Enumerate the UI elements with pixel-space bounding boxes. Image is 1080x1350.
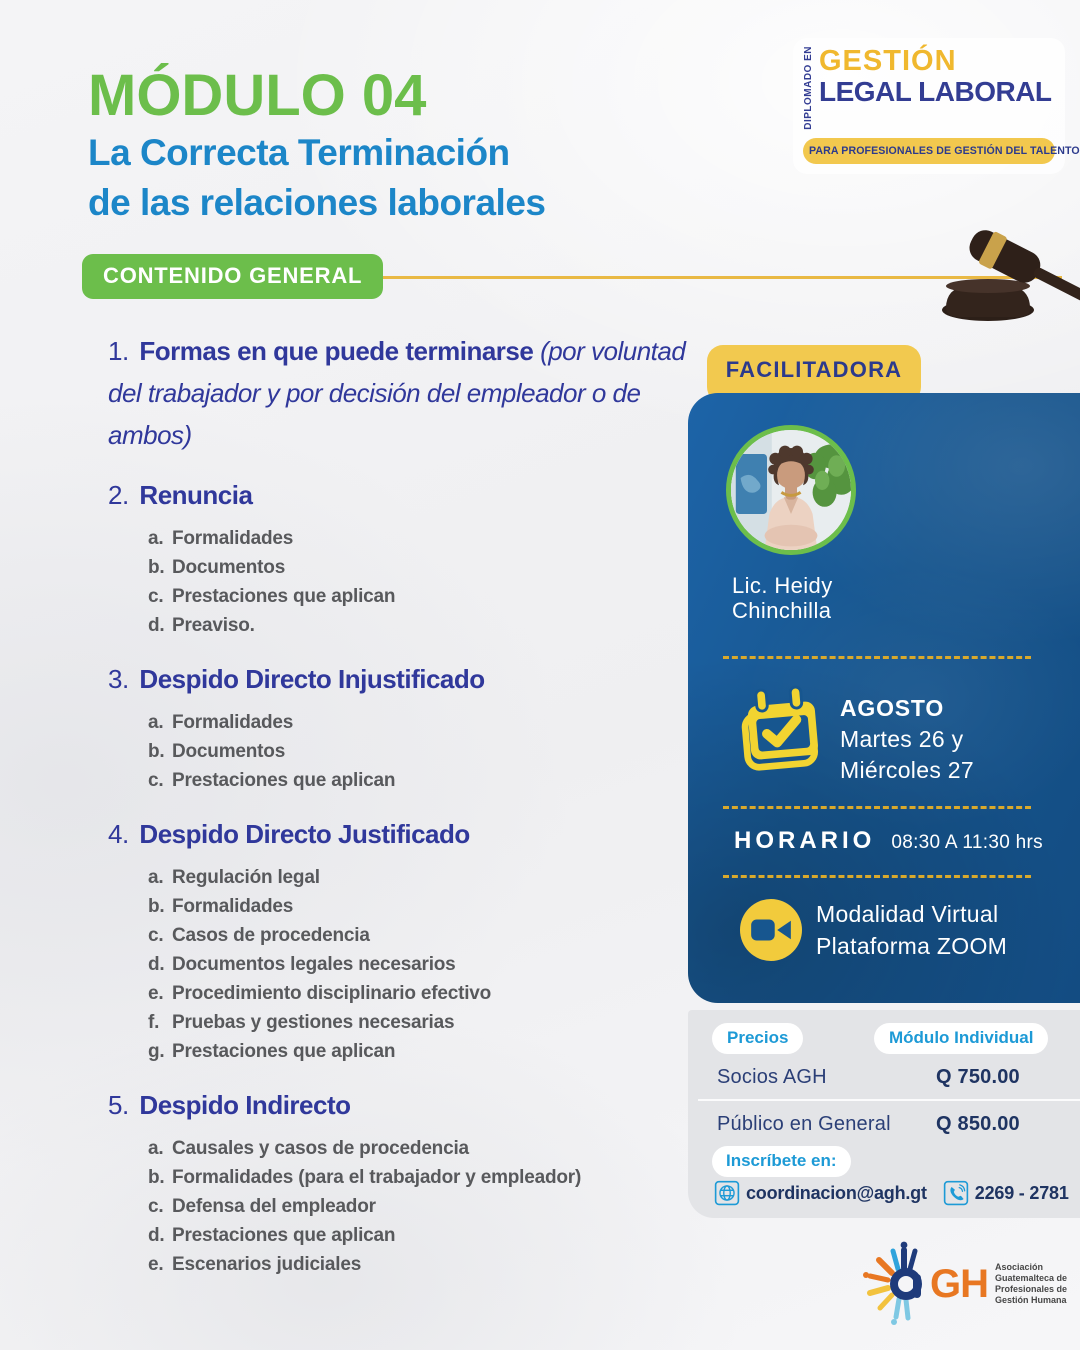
- item-text: Regulación legal: [172, 867, 320, 888]
- module-label: MÓDULO 04: [88, 63, 427, 128]
- brand-legal-laboral: LEGAL LABORAL: [819, 75, 1052, 107]
- section-number: 2.: [108, 480, 129, 510]
- facilitator-photo: [726, 425, 856, 555]
- contact-phone: 2269 - 2781: [974, 1182, 1069, 1203]
- schedule-month: AGOSTO: [840, 695, 945, 721]
- horario-label: HORARIO: [734, 827, 876, 854]
- item-letter: c.: [148, 586, 164, 607]
- content-outline: [108, 330, 708, 1297]
- list-item: [148, 1250, 708, 1279]
- gavel-icon: [926, 218, 1080, 322]
- item-letter: a.: [148, 712, 164, 733]
- facilitator-name: [732, 573, 833, 623]
- phone-icon: [943, 1180, 969, 1206]
- list-item: [148, 708, 708, 737]
- section-heading: [108, 330, 708, 456]
- section-number: 5.: [108, 1090, 129, 1120]
- item-letter: c.: [148, 925, 164, 946]
- section-heading: [108, 658, 708, 700]
- item-letter: a.: [148, 528, 164, 549]
- list-item: [148, 863, 708, 892]
- list-item: [148, 1192, 708, 1221]
- schedule-time: [734, 827, 1043, 855]
- item-text: Prestaciones que aplican: [172, 1225, 396, 1246]
- list-item: [148, 524, 708, 553]
- inscribete-badge: Inscríbete en:: [712, 1146, 851, 1177]
- modality-line2: Plataforma ZOOM: [816, 933, 1008, 959]
- price-row-label: Socios AGH: [717, 1066, 827, 1088]
- modulo-individual-badge: Módulo Individual: [874, 1023, 1048, 1054]
- section-items: [148, 708, 708, 795]
- section-title: Despido Directo Justificado: [139, 819, 470, 849]
- contact-row: [714, 1180, 1069, 1206]
- content-section: [108, 330, 708, 456]
- brand-gestion: GESTIÓN: [819, 45, 957, 77]
- pricing-panel: [688, 1010, 1080, 1218]
- section-items: [148, 863, 708, 1066]
- list-item: [148, 1221, 708, 1250]
- schedule-days-line1: Martes 26 y: [840, 726, 964, 752]
- price-row-value: Q 850.00: [936, 1113, 1020, 1135]
- agh-org-line: Guatemalteca de: [995, 1273, 1068, 1283]
- item-text: Prestaciones que aplican: [172, 770, 396, 791]
- poster-title-line2: de las relaciones laborales: [88, 182, 546, 223]
- modality-text: [816, 898, 1007, 962]
- list-item: [148, 950, 708, 979]
- list-item: [148, 1008, 708, 1037]
- item-text: Formalidades: [172, 712, 294, 733]
- globe-icon: [714, 1180, 740, 1206]
- section-items: [148, 1134, 708, 1279]
- content-section: [108, 813, 708, 1066]
- contenido-general-badge: CONTENIDO GENERAL: [82, 254, 383, 299]
- section-heading: [108, 813, 708, 855]
- item-letter: d.: [148, 1225, 165, 1246]
- agh-org-line: Profesionales de: [995, 1284, 1068, 1294]
- agh-logo: [858, 1238, 1067, 1330]
- item-text: Escenarios judiciales: [172, 1254, 362, 1275]
- price-divider: [698, 1099, 1080, 1101]
- price-row-value: Q 750.00: [936, 1066, 1020, 1088]
- list-item: [148, 582, 708, 611]
- item-text: Documentos: [172, 557, 286, 578]
- list-item: [148, 1163, 708, 1192]
- section-title: Formas en que puede terminarse: [139, 336, 534, 366]
- section-heading: [108, 474, 708, 516]
- contact-email: coordinacion@agh.gt: [746, 1182, 927, 1203]
- list-item: [148, 892, 708, 921]
- list-item: [148, 1134, 708, 1163]
- item-text: Prestaciones que aplican: [172, 1041, 396, 1062]
- dashed-divider: [723, 806, 1031, 809]
- facilitator-card: [688, 393, 1080, 1003]
- price-row-label: Público en General: [717, 1113, 891, 1135]
- agh-letters: GH: [930, 1261, 988, 1306]
- item-letter: a.: [148, 1138, 164, 1159]
- item-letter: d.: [148, 954, 165, 975]
- item-letter: c.: [148, 770, 164, 791]
- dashed-divider: [723, 656, 1031, 659]
- modality-line1: Modalidad Virtual: [816, 901, 999, 927]
- content-section: [108, 1084, 708, 1279]
- item-text: Documentos legales necesarios: [172, 954, 456, 975]
- brand-diplomado-label: DIPLOMADO EN: [803, 46, 814, 130]
- item-text: Procedimiento disciplinario efectivo: [172, 983, 492, 1004]
- list-item: [148, 921, 708, 950]
- calendar-icon: [730, 681, 826, 777]
- brand-card: [793, 38, 1080, 174]
- item-letter: b.: [148, 1167, 165, 1188]
- item-letter: b.: [148, 896, 165, 917]
- brand-tagline-badge: PARA PROFESIONALES DE GESTIÓN DEL TALENTO: [803, 138, 1055, 164]
- section-heading: [108, 1084, 708, 1126]
- item-text: Prestaciones que aplican: [172, 586, 396, 607]
- list-item: [148, 766, 708, 795]
- item-text: Causales y casos de procedencia: [172, 1138, 469, 1159]
- item-text: Pruebas y gestiones necesarias: [172, 1012, 455, 1033]
- section-number: 1.: [108, 336, 129, 366]
- content-section: [108, 474, 708, 640]
- list-item: [148, 611, 708, 640]
- section-title: Despido Directo Injustificado: [139, 664, 485, 694]
- item-letter: f.: [148, 1012, 160, 1033]
- item-letter: b.: [148, 741, 165, 762]
- item-text: Defensa del empleador: [172, 1196, 376, 1217]
- item-text: Casos de procedencia: [172, 925, 370, 946]
- dashed-divider: [723, 875, 1031, 878]
- item-letter: e.: [148, 1254, 164, 1275]
- item-text: Documentos: [172, 741, 286, 762]
- item-text: Formalidades (para el trabajador y empleador): [172, 1167, 582, 1188]
- content-section: [108, 658, 708, 795]
- agh-org-line: Gestión Humana: [995, 1295, 1067, 1305]
- item-text: Formalidades: [172, 528, 294, 549]
- section-items: [148, 524, 708, 640]
- brand-block: [793, 38, 1080, 174]
- poster-title-line1: La Correcta Terminación: [88, 132, 510, 173]
- facilitator-name-line2: Chinchilla: [732, 598, 832, 623]
- list-item: [148, 1037, 708, 1066]
- section-number: 3.: [108, 664, 129, 694]
- horario-value: 08:30 A 11:30 hrs: [891, 832, 1043, 853]
- precios-badge: Precios: [712, 1023, 803, 1054]
- item-text: Preaviso.: [172, 615, 255, 636]
- item-letter: d.: [148, 615, 165, 636]
- video-camera-icon: [740, 899, 802, 961]
- list-item: [148, 553, 708, 582]
- list-item: [148, 737, 708, 766]
- list-item: [148, 979, 708, 1008]
- section-number: 4.: [108, 819, 129, 849]
- item-text: Formalidades: [172, 896, 294, 917]
- agh-org-name: [995, 1262, 1067, 1306]
- facilitadora-badge: FACILITADORA: [707, 345, 921, 403]
- section-title: Despido Indirecto: [139, 1090, 351, 1120]
- item-letter: c.: [148, 1196, 164, 1217]
- facilitator-name-line1: Lic. Heidy: [732, 573, 833, 598]
- item-letter: b.: [148, 557, 165, 578]
- item-letter: g.: [148, 1041, 165, 1062]
- item-letter: a.: [148, 867, 164, 888]
- agh-org-line: Asociación: [995, 1262, 1044, 1272]
- poster-title: [88, 128, 545, 228]
- facilitator-portrait-illustration: [731, 430, 851, 550]
- schedule-days-line2: Miércoles 27: [840, 757, 974, 783]
- schedule-dates: [840, 693, 974, 786]
- item-letter: e.: [148, 983, 164, 1004]
- section-title: Renuncia: [139, 480, 253, 510]
- section-note: (por voluntad del trabajador y por decisión del empleador o de ambos): [108, 336, 686, 450]
